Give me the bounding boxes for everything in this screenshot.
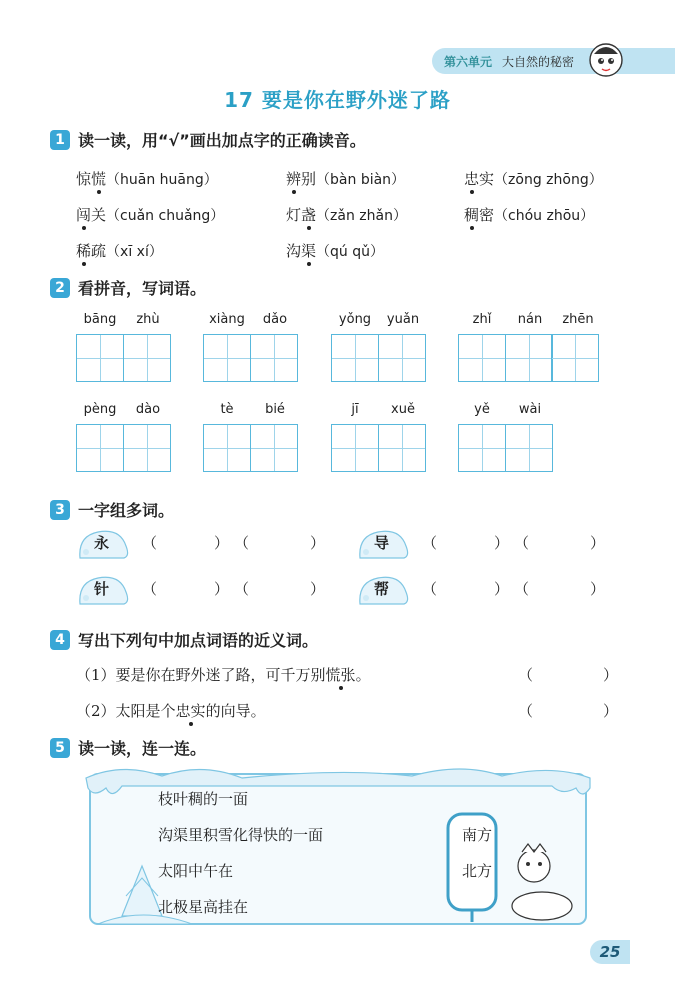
q4-answer-paren[interactable]: （ ）	[518, 666, 618, 684]
q3-header	[50, 498, 174, 521]
q5-left-item[interactable]: 枝叶稠的一面	[158, 790, 249, 808]
writing-box[interactable]	[123, 334, 171, 382]
q5-instruction: 读一读，连一连。	[78, 739, 207, 758]
q4-header	[50, 628, 318, 651]
pinyin-word: jī xuě	[331, 402, 427, 472]
writing-box[interactable]	[378, 334, 426, 382]
snowball-char: 针	[76, 572, 132, 608]
q5-left-item[interactable]: 太阳中午在	[158, 862, 234, 880]
writing-box[interactable]	[203, 334, 251, 382]
q4-number: 4	[50, 630, 70, 650]
paren-close: ）	[214, 580, 230, 598]
q5-left-item[interactable]: 北极星高挂在	[158, 898, 249, 916]
unit-name: 大自然的秘密	[502, 54, 575, 69]
paren-close: ）	[214, 534, 230, 552]
writing-box[interactable]	[331, 334, 379, 382]
writing-box[interactable]	[250, 424, 298, 472]
q4-instruction: 写出下列句中加点词语的近义词。	[78, 631, 319, 650]
q5-left-item[interactable]: 沟渠里积雪化得快的一面	[158, 826, 324, 844]
writing-box[interactable]	[551, 334, 599, 382]
paren-open: （	[234, 580, 250, 598]
snowball-char: 帮	[356, 572, 412, 608]
writing-box[interactable]	[331, 424, 379, 472]
writing-box[interactable]	[505, 424, 553, 472]
pinyin-word: bāng zhù	[76, 312, 172, 382]
writing-box[interactable]	[458, 334, 506, 382]
q2-header	[50, 276, 206, 299]
q5-number: 5	[50, 738, 70, 758]
q1-item: 稀疏（xī xí）	[76, 242, 163, 260]
paren-open: （	[514, 534, 530, 552]
q1-header	[50, 128, 366, 151]
writing-box[interactable]	[123, 424, 171, 472]
paren-close: ）	[310, 580, 326, 598]
q5-right-item[interactable]: 北方	[462, 862, 493, 880]
q2-instruction: 看拼音，写词语。	[78, 279, 207, 298]
pinyin-word: tè bié	[203, 402, 299, 472]
q1-item: 忠实（zōng zhōng）	[464, 170, 603, 188]
paren-open: （	[142, 580, 158, 598]
pinyin-word: yě wài	[458, 402, 554, 472]
q1-item: 灯盏（zǎn zhǎn）	[286, 206, 407, 224]
paren-close: ）	[590, 580, 606, 598]
q1-item: 辨别（bàn biàn）	[286, 170, 406, 188]
mascot-icon	[588, 40, 624, 80]
writing-box[interactable]	[76, 424, 124, 472]
unit-header-tab	[432, 48, 675, 74]
paren-open: （	[422, 580, 438, 598]
paren-open: （	[422, 534, 438, 552]
q2-number: 2	[50, 278, 70, 298]
paren-close: ）	[310, 534, 326, 552]
lesson-title: 17 要是你在野外迷了路	[224, 88, 451, 112]
paren-open: （	[234, 534, 250, 552]
snowball-char: 永	[76, 526, 132, 562]
snowball-char: 导	[356, 526, 412, 562]
q4-sentence: （2）太阳是个忠实的向导。	[76, 702, 266, 720]
writing-box[interactable]	[505, 334, 553, 382]
writing-box[interactable]	[458, 424, 506, 472]
q1-item: 沟渠（qú qǔ）	[286, 242, 385, 260]
page-number: 25	[590, 940, 630, 964]
q3-instruction: 一字组多词。	[78, 501, 175, 520]
paren-close: ）	[494, 534, 510, 552]
pinyin-word: zhǐ nán zhēn	[458, 312, 602, 382]
paren-close: ）	[590, 534, 606, 552]
q1-instruction: 读一读，用“√”画出加点字的正确读音。	[78, 131, 366, 150]
writing-box[interactable]	[76, 334, 124, 382]
pinyin-word: xiàng dǎo	[203, 312, 299, 382]
pinyin-word: yǒng yuǎn	[331, 312, 427, 382]
writing-box[interactable]	[250, 334, 298, 382]
q4-answer-paren[interactable]: （ ）	[518, 702, 618, 720]
q3-number: 3	[50, 500, 70, 520]
unit-number: 第六单元	[444, 54, 493, 69]
q1-item: 稠密（chóu zhōu）	[464, 206, 595, 224]
paren-close: ）	[494, 580, 510, 598]
writing-box[interactable]	[203, 424, 251, 472]
q5-right-item[interactable]: 南方	[462, 826, 493, 844]
q1-item: 惊慌（huān huāng）	[76, 170, 218, 188]
writing-box[interactable]	[378, 424, 426, 472]
q5-header	[50, 736, 206, 759]
q1-item: 闯关（cuǎn chuǎng）	[76, 206, 225, 224]
q1-number: 1	[50, 130, 70, 150]
paren-open: （	[142, 534, 158, 552]
paren-open: （	[514, 580, 530, 598]
pinyin-word: pèng dào	[76, 402, 172, 472]
q4-sentence: （1）要是你在野外迷了路，可千万别慌张。	[76, 666, 371, 684]
